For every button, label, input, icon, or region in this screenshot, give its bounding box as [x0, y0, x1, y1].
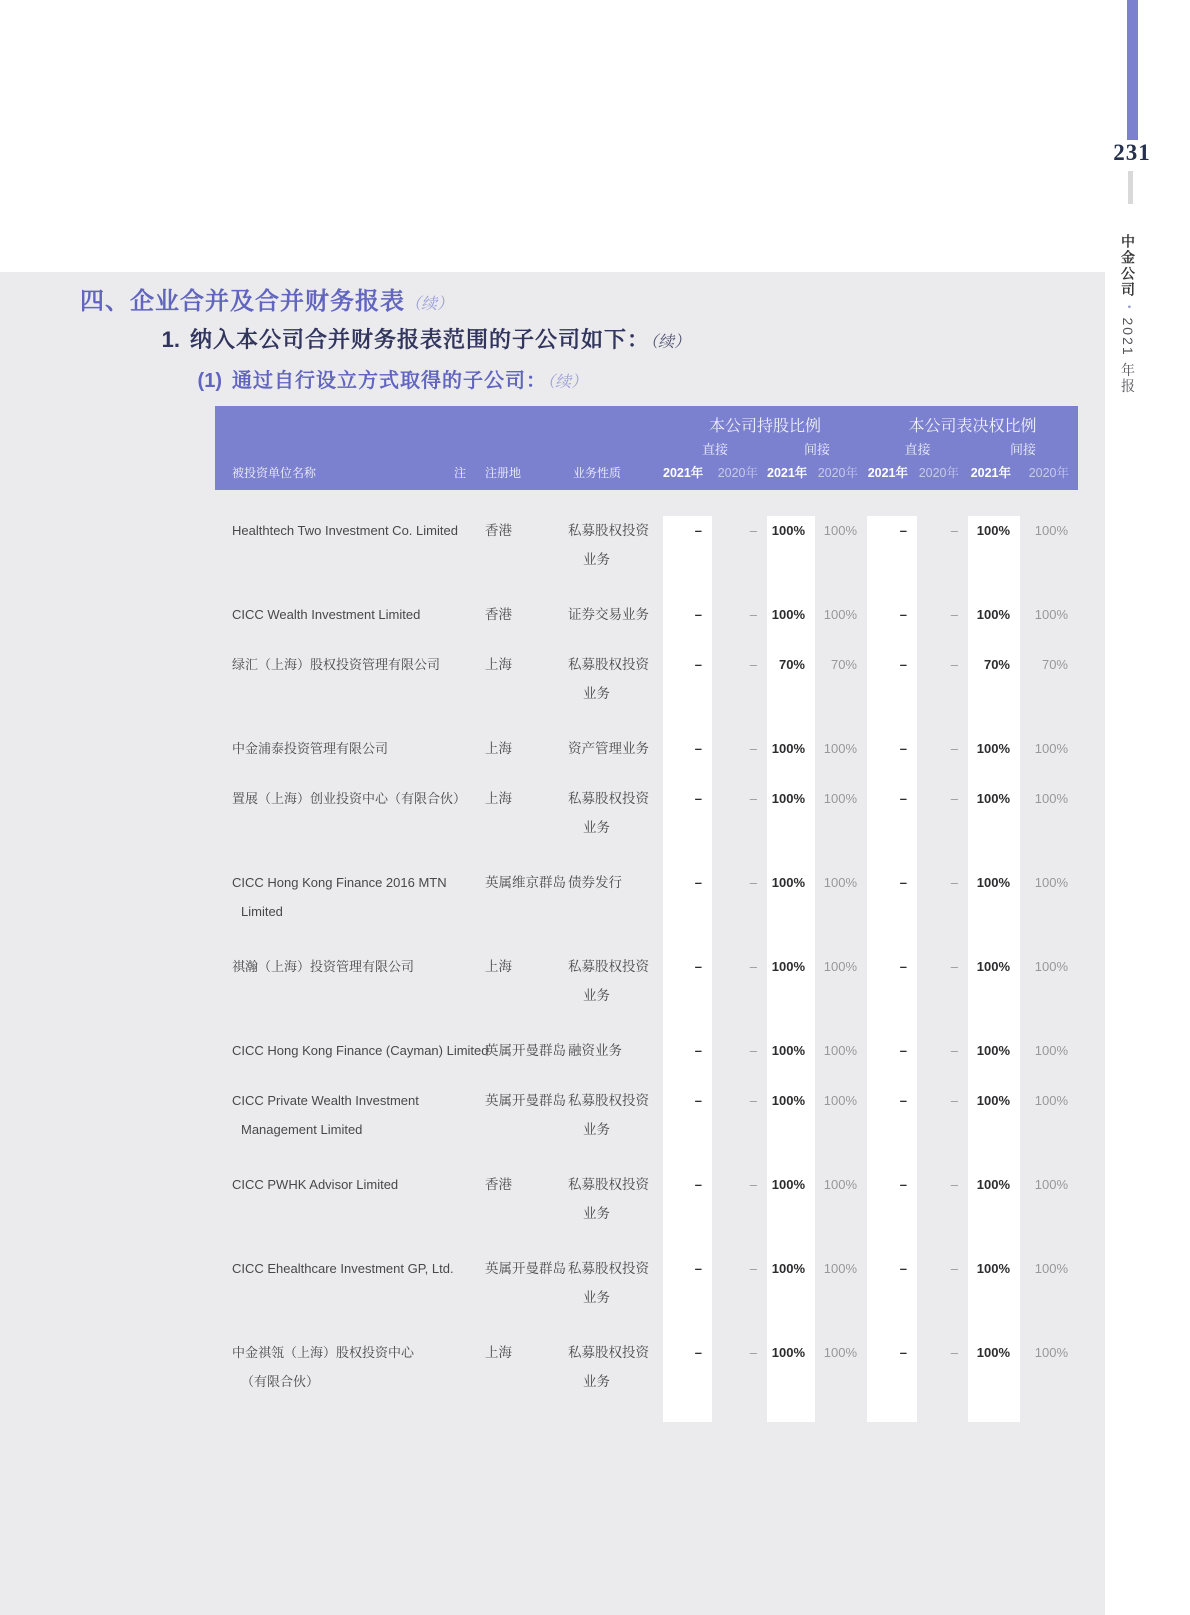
- table-row: [215, 784, 1078, 868]
- section-heading: [80, 281, 453, 316]
- cell-ratio: –: [749, 657, 757, 672]
- cell-ratio: 100%: [968, 516, 1020, 600]
- cell-ratio: –: [749, 1345, 757, 1360]
- cell-ratio: 100%: [767, 1086, 815, 1170]
- table-header: [215, 406, 1078, 490]
- table-row: [215, 1170, 1078, 1254]
- cell-location: 英属维京群岛: [485, 875, 566, 890]
- cell-ratio: –: [950, 741, 958, 756]
- cell-ratio: 100%: [767, 952, 815, 1036]
- table-row: [215, 1338, 1078, 1422]
- cell-ratio: –: [663, 650, 712, 734]
- cell-location: 香港: [485, 607, 512, 622]
- cell-ratio: –: [663, 952, 712, 1036]
- cell-ratio: 100%: [767, 516, 815, 600]
- header-group-voting: 本公司表决权比例: [908, 418, 1037, 435]
- cell-ratio: –: [867, 516, 917, 600]
- cell-ratio: –: [867, 1338, 917, 1422]
- cell-ratio: 100%: [968, 1036, 1020, 1086]
- cell-ratio: –: [867, 600, 917, 650]
- company-name-line: CICC PWHK Advisor Limited: [232, 1177, 399, 1192]
- company-name-line: CICC Private Wealth Investment: [232, 1093, 419, 1108]
- cell-business: [568, 1036, 663, 1065]
- cell-ratio: 100%: [1034, 741, 1068, 756]
- cell-location: 英属开曼群岛: [485, 1261, 566, 1276]
- header-direct: 直接: [701, 442, 728, 457]
- subsection-heading-continued: （续）: [650, 334, 691, 351]
- company-name-line: 中金浦泰投资管理有限公司: [232, 741, 389, 756]
- cell-ratio: –: [663, 1086, 712, 1170]
- cell-ratio: –: [663, 1170, 712, 1254]
- header-col-name: 被投资单位名称: [232, 466, 317, 480]
- cell-ratio: –: [663, 1254, 712, 1338]
- cell-location: 上海: [485, 791, 512, 806]
- cell-ratio: –: [950, 1043, 958, 1058]
- cell-ratio: –: [867, 952, 917, 1036]
- cell-ratio: –: [950, 657, 958, 672]
- business-line: 私募股权投资: [568, 959, 649, 974]
- business-line: 业务: [583, 988, 610, 1003]
- header-col-business: 业务性质: [573, 466, 622, 480]
- cell-ratio: –: [663, 868, 712, 952]
- cell-ratio: 100%: [823, 791, 857, 806]
- cell-location: 香港: [485, 1177, 512, 1192]
- header-year-2020: 2020年: [918, 466, 959, 480]
- cell-ratio: 100%: [823, 741, 857, 756]
- cell-ratio: –: [749, 1261, 757, 1276]
- table-row: [215, 1086, 1078, 1170]
- cell-ratio: 100%: [767, 734, 815, 784]
- item-heading-continued: （续）: [547, 374, 588, 391]
- cell-business: [568, 784, 663, 842]
- business-line: 私募股权投资: [568, 523, 649, 538]
- cell-ratio: –: [663, 1338, 712, 1422]
- section-heading-text: 四、企业合并及合并财务报表: [80, 288, 405, 315]
- cell-company-name: [215, 784, 467, 813]
- cell-company-name: [215, 868, 450, 926]
- header-indirect: 间接: [1009, 442, 1036, 457]
- cell-ratio: –: [950, 1261, 958, 1276]
- cell-ratio: 100%: [767, 600, 815, 650]
- table-row: [215, 600, 1078, 650]
- cell-ratio: 100%: [823, 1177, 857, 1192]
- cell-company-name: [215, 600, 450, 629]
- side-caption-year: 2021 年报: [1120, 317, 1136, 395]
- cell-business: [568, 868, 663, 897]
- business-line: 融资业务: [568, 1043, 622, 1058]
- cell-ratio: –: [867, 1254, 917, 1338]
- cell-ratio: 100%: [968, 1254, 1020, 1338]
- business-line: 业务: [583, 1290, 610, 1305]
- cell-business: [568, 1086, 663, 1144]
- cell-ratio: 100%: [968, 952, 1020, 1036]
- cell-ratio: 100%: [968, 868, 1020, 952]
- cell-location: 上海: [485, 959, 512, 974]
- cell-business: [568, 650, 663, 708]
- cell-ratio: 100%: [1034, 791, 1068, 806]
- business-line: 证券交易业务: [568, 607, 649, 622]
- cell-company-name: [215, 734, 450, 763]
- side-caption-brand: 中金公司: [1120, 234, 1136, 298]
- cell-company-name: [215, 1338, 450, 1396]
- company-name-line: CICC Wealth Investment Limited: [232, 607, 421, 622]
- item-number: (1): [197, 370, 222, 392]
- cell-ratio: 100%: [823, 1261, 857, 1276]
- cell-ratio: 100%: [767, 1338, 815, 1422]
- company-name-line: （有限合伙）: [241, 1374, 320, 1389]
- cell-ratio: 100%: [1034, 959, 1068, 974]
- cell-ratio: –: [950, 1345, 958, 1360]
- subsection-number: 1.: [161, 327, 180, 352]
- header-col-note: 注: [453, 466, 466, 480]
- subsection-heading-text: 纳入本公司合并财务报表范围的子公司如下：: [190, 327, 651, 352]
- cell-ratio: 100%: [1034, 875, 1068, 890]
- cell-ratio: –: [749, 1093, 757, 1108]
- table-body: [215, 490, 1078, 1438]
- page-number-tick: [1128, 171, 1133, 204]
- page-accent-bar: [1127, 0, 1138, 140]
- cell-location: 英属开曼群岛: [485, 1093, 566, 1108]
- company-name-line: Healthtech Two Investment Co. Limited: [232, 523, 458, 538]
- business-line: 业务: [583, 1206, 610, 1221]
- cell-ratio: 100%: [968, 1086, 1020, 1170]
- cell-ratio: 100%: [767, 1036, 815, 1086]
- cell-ratio: 100%: [968, 1338, 1020, 1422]
- cell-ratio: 100%: [823, 1093, 857, 1108]
- cell-ratio: 100%: [968, 784, 1020, 868]
- cell-ratio: –: [950, 875, 958, 890]
- cell-company-name: [215, 650, 450, 679]
- cell-ratio: –: [950, 1093, 958, 1108]
- cell-business: [568, 734, 663, 763]
- cell-ratio: 70%: [1041, 657, 1068, 672]
- cell-ratio: 100%: [1034, 1177, 1068, 1192]
- cell-ratio: 100%: [823, 875, 857, 890]
- cell-location: 上海: [485, 657, 512, 672]
- cell-location: 香港: [485, 523, 512, 538]
- cell-company-name: [215, 952, 450, 981]
- table-row: [215, 516, 1078, 600]
- business-line: 业务: [583, 820, 610, 835]
- cell-ratio: 100%: [823, 959, 857, 974]
- table-row: [215, 1254, 1078, 1338]
- business-line: 私募股权投资: [568, 657, 649, 672]
- cell-company-name: [215, 1254, 454, 1283]
- business-line: 私募股权投资: [568, 1345, 649, 1360]
- table-stripe-spacer: [215, 1422, 1078, 1438]
- business-line: 业务: [583, 1374, 610, 1389]
- cell-ratio: –: [867, 734, 917, 784]
- business-line: 业务: [583, 686, 610, 701]
- cell-ratio: –: [749, 959, 757, 974]
- cell-ratio: 100%: [823, 1345, 857, 1360]
- cell-ratio: 100%: [1034, 523, 1068, 538]
- cell-ratio: –: [950, 791, 958, 806]
- header-year-2020: 2020年: [1028, 466, 1069, 480]
- table-row: [215, 734, 1078, 784]
- cell-location: 上海: [485, 1345, 512, 1360]
- cell-ratio: 70%: [767, 650, 815, 734]
- cell-business: [568, 1338, 663, 1396]
- business-line: 私募股权投资: [568, 791, 649, 806]
- header-col-location: 注册地: [485, 466, 522, 480]
- cell-ratio: –: [749, 791, 757, 806]
- cell-ratio: –: [663, 516, 712, 600]
- cell-ratio: –: [867, 868, 917, 952]
- cell-ratio: 100%: [968, 1170, 1020, 1254]
- cell-ratio: 100%: [767, 784, 815, 868]
- cell-ratio: 100%: [767, 1254, 815, 1338]
- business-line: 业务: [583, 1122, 610, 1137]
- cell-ratio: –: [950, 1177, 958, 1192]
- cell-ratio: –: [867, 1036, 917, 1086]
- cell-company-name: [215, 1036, 489, 1065]
- table-row: [215, 650, 1078, 734]
- page-number: 231: [1113, 140, 1151, 165]
- cell-ratio: –: [749, 607, 757, 622]
- header-year-2021: 2021年: [867, 466, 908, 480]
- cell-ratio: 100%: [823, 607, 857, 622]
- cell-ratio: 100%: [767, 1170, 815, 1254]
- cell-ratio: 100%: [767, 868, 815, 952]
- cell-business: [568, 1254, 663, 1312]
- company-name-line: Management Limited: [241, 1122, 363, 1137]
- cell-ratio: 100%: [1034, 1043, 1068, 1058]
- company-name-line: 中金祺瓴（上海）股权投资中心: [232, 1345, 415, 1360]
- cell-ratio: 100%: [1034, 607, 1068, 622]
- cell-ratio: –: [867, 1170, 917, 1254]
- header-year-2021: 2021年: [970, 466, 1011, 480]
- table-row: [215, 868, 1078, 952]
- cell-ratio: 100%: [968, 734, 1020, 784]
- table-row: [215, 952, 1078, 1036]
- cell-ratio: –: [749, 523, 757, 538]
- cell-ratio: –: [663, 600, 712, 650]
- cell-business: [568, 600, 663, 629]
- item-heading-text: 通过自行设立方式取得的子公司：: [232, 370, 547, 392]
- cell-ratio: –: [749, 1177, 757, 1192]
- cell-ratio: –: [950, 607, 958, 622]
- header-year-2020: 2020年: [817, 466, 858, 480]
- header-year-2020: 2020年: [717, 466, 758, 480]
- header-direct: 直接: [904, 442, 931, 457]
- cell-ratio: 70%: [968, 650, 1020, 734]
- cell-ratio: 100%: [823, 1043, 857, 1058]
- cell-ratio: –: [749, 1043, 757, 1058]
- cell-ratio: 100%: [1034, 1261, 1068, 1276]
- business-line: 资产管理业务: [568, 741, 649, 756]
- company-name-line: 绿汇（上海）股权投资管理有限公司: [232, 657, 441, 672]
- business-line: 私募股权投资: [568, 1177, 649, 1192]
- side-caption-dot-icon: •: [1123, 305, 1134, 311]
- cell-ratio: 100%: [823, 523, 857, 538]
- cell-ratio: –: [663, 1036, 712, 1086]
- company-name-line: CICC Hong Kong Finance 2016 MTN: [232, 875, 447, 890]
- header-year-2021: 2021年: [767, 466, 808, 480]
- cell-ratio: –: [663, 784, 712, 868]
- cell-ratio: 100%: [1034, 1345, 1068, 1360]
- business-line: 债券发行: [568, 875, 622, 890]
- cell-ratio: –: [950, 959, 958, 974]
- cell-business: [568, 952, 663, 1010]
- cell-ratio: –: [867, 650, 917, 734]
- subsection-heading: [140, 323, 690, 354]
- cell-ratio: –: [749, 875, 757, 890]
- header-group-holding: 本公司持股比例: [708, 418, 821, 435]
- business-line: 业务: [583, 552, 610, 567]
- subsidiaries-table: [215, 406, 1078, 1438]
- item-heading: [177, 364, 587, 393]
- side-caption: [1118, 234, 1138, 414]
- header-year-2021: 2021年: [663, 466, 704, 480]
- cell-ratio: –: [663, 734, 712, 784]
- cell-ratio: –: [749, 741, 757, 756]
- cell-business: [568, 516, 663, 574]
- header-indirect: 间接: [803, 442, 830, 457]
- company-name-line: Limited: [241, 904, 283, 919]
- company-name-line: 置展（上海）创业投资中心（有限合伙）: [232, 791, 467, 806]
- cell-ratio: 100%: [968, 600, 1020, 650]
- section-heading-continued: （续）: [405, 296, 454, 313]
- cell-company-name: [215, 1170, 450, 1199]
- cell-business: [568, 1170, 663, 1228]
- cell-location: 英属开曼群岛: [485, 1043, 566, 1058]
- company-name-line: CICC Ehealthcare Investment GP, Ltd.: [232, 1261, 454, 1276]
- cell-company-name: [215, 516, 458, 545]
- cell-ratio: –: [867, 1086, 917, 1170]
- company-name-line: 祺瀚（上海）投资管理有限公司: [232, 959, 415, 974]
- cell-ratio: 100%: [1034, 1093, 1068, 1108]
- business-line: 私募股权投资: [568, 1093, 649, 1108]
- cell-ratio: –: [867, 784, 917, 868]
- cell-ratio: –: [950, 523, 958, 538]
- cell-ratio: 70%: [830, 657, 857, 672]
- business-line: 私募股权投资: [568, 1261, 649, 1276]
- table-row: [215, 1036, 1078, 1086]
- cell-company-name: [215, 1086, 450, 1144]
- company-name-line: CICC Hong Kong Finance (Cayman) Limited: [232, 1043, 489, 1058]
- cell-location: 上海: [485, 741, 512, 756]
